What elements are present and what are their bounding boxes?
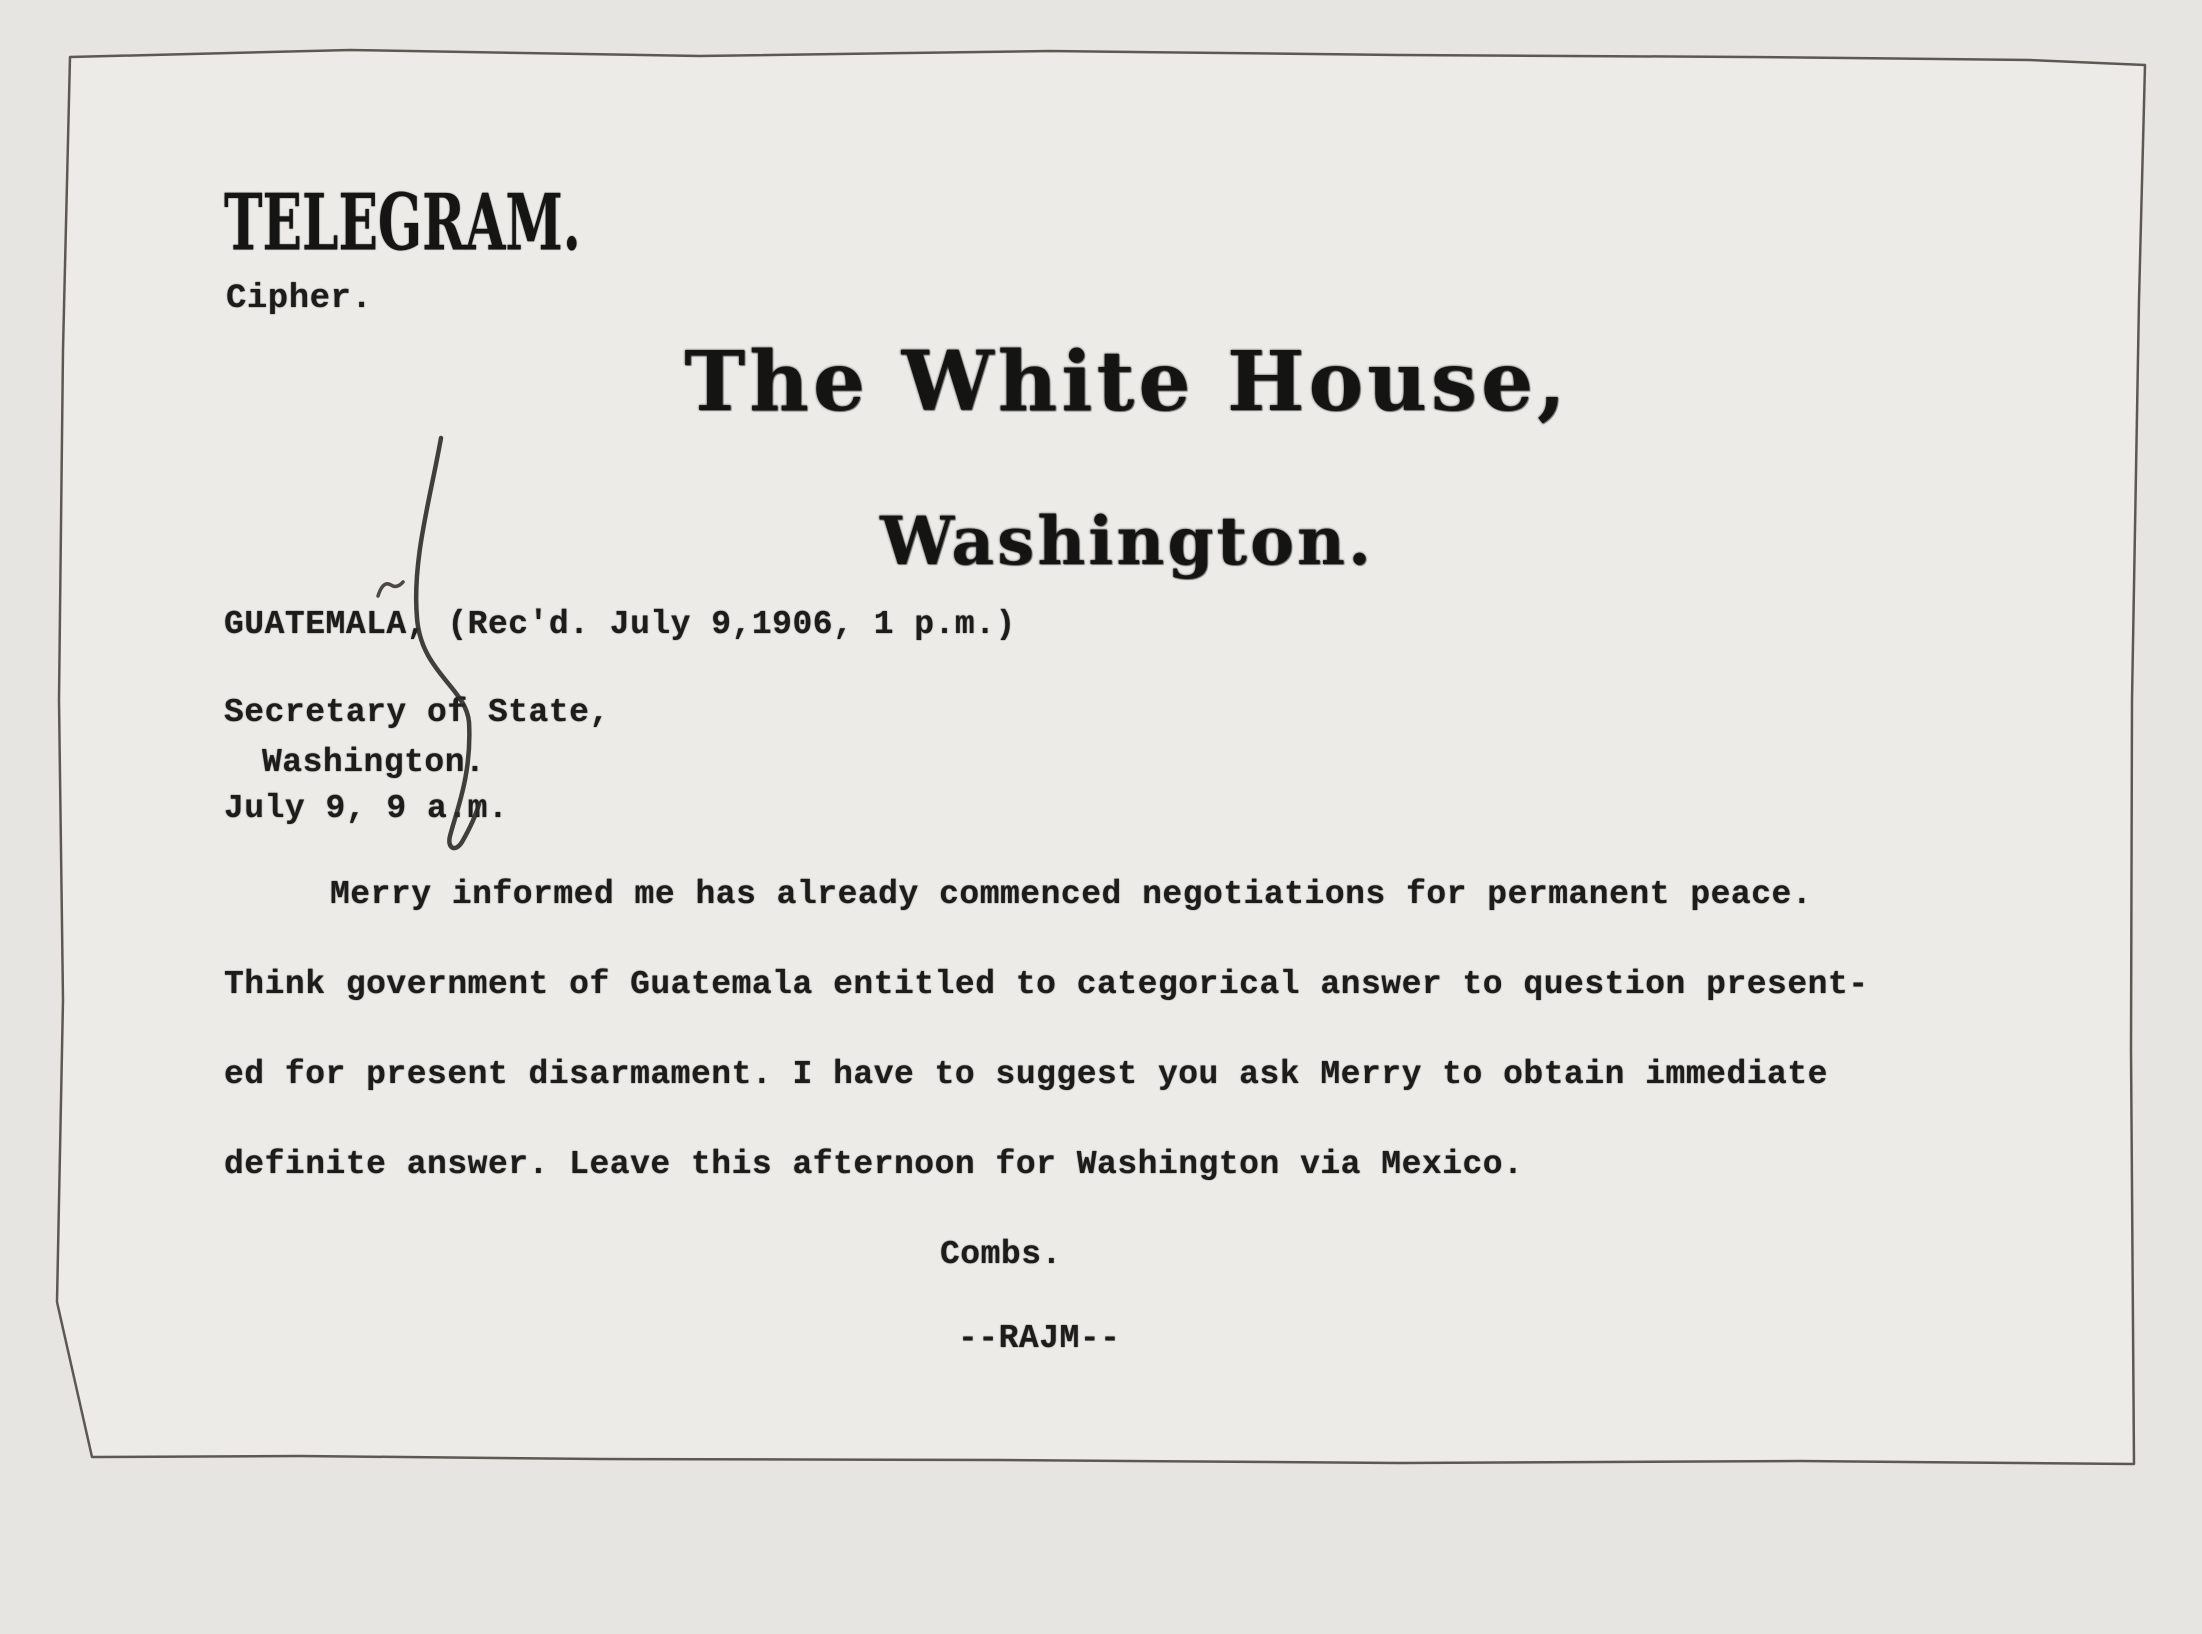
body-line: Think government of Guatemala entitled to categorical answer to question present-	[224, 966, 1869, 1003]
telegram-title: TELEGRAM.	[224, 178, 581, 269]
body-line: Merry informed me has already commenced negotiations for permanent peace.	[330, 876, 1813, 913]
letterhead-washington: Washington.	[880, 502, 1374, 580]
origin-received-line: GUATEMALA, (Rec'd. July 9,1906, 1 p.m.)	[224, 606, 1016, 643]
recipient-line-washington: Washington.	[262, 744, 486, 781]
body-line: ed for present disarmament. I have to suggest you ask Merry to obtain immediate	[224, 1056, 1828, 1093]
cipher-label: Cipher.	[226, 280, 373, 318]
dateline-july-9: July 9, 9 a.m.	[224, 790, 509, 827]
letterhead-white-house: The White House,	[684, 334, 1570, 430]
operator-initials: --RAJM--	[958, 1320, 1121, 1357]
signature-combs: Combs.	[940, 1236, 1062, 1273]
body-line: definite answer. Leave this afternoon for Washington via Mexico.	[224, 1146, 1524, 1183]
recipient-line-secretary: Secretary of State,	[224, 694, 610, 731]
